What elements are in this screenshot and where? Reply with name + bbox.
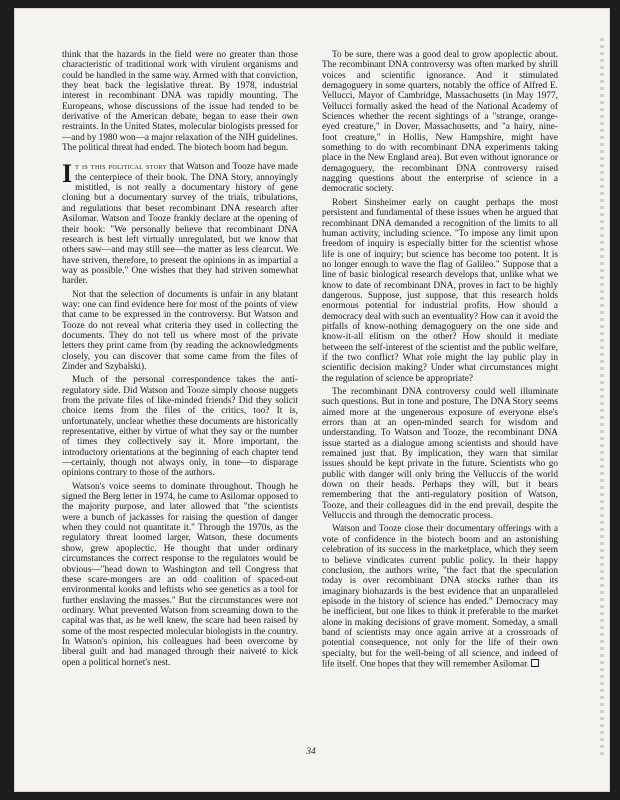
left-column [62,50,298,668]
closing-paragraph [322,524,558,669]
paragraph: Watson's voice seems to dominate throughout. Though he signed the Berg letter in 1974, he came to Asilomar opposed to the majority purpose, and later allowed that "the scientists were a bunch of jackasses for raising the question of danger when they could not quantitate it." Through the 1970s, as the regulatory threat loomed larger, Watson, these documents show, grew apoplectic. He thought that under ordinary circumstances the correct response to the regulators would be obvious—"head down to Washington and tell Congress that these scare-mongers are an odd coalition of spaced-out environmental kooks and leftists who see genetics as a tool for further enslaving the masses." But the circumstances were not ordinary. What prevented Watson from screaming down to the capital was that, as he well knew, the scare had been raised by some of the most respected molecular biologists in the country. In Watson's opinion, his colleagues had been overcome by liberal guilt and had managed through their naiveté to kick open a political hornet's nest. [62,481,298,668]
page-number: 34 [306,747,316,757]
paragraph: To be sure, there was a good deal to grow apoplectic about. The recombinant DNA controversy was often marked by shrill voices and scientific ignorance. And it stimulated demagoguery in some quarters, notably the office of Alfred E. Vellucci, Mayor of Cambridge, Massachusetts (in May 1977, Vellucci formally asked the head of the National Academy of Sciences whether the recent sightings of a "strange, orange-eyed creature," in Dover, Massachusetts, and "a hairy, nine-foot creature," in Hollis, New Hampshire, might have something to do with recombinant DNA experiments taking place in the New England area). But even without ignorance or demagoguery, the recombinant DNA controversy raised nagging questions about the enterprise of science in a democratic society. [322,50,558,195]
section-opening-paragraph [62,159,299,287]
paragraph: Not that the selection of documents is unfair in any blatant way: one can find evidence here for most of the points of view that came to be expressed in the controversy. But Watson and Tooze do not reveal what criteria they used in collecting the documents. They do not tell us where most of the private letters they print came from (by reading the acknowledgments closely, you can discover that some came from the files of Zinder and Szybalski). [62,289,298,372]
page-edge-decoration [600,38,604,758]
right-column [322,50,558,670]
paragraph: The recombinant DNA controversy could well illuminate such questions. But in tone and posture, The DNA Story seems aimed more at the ungenerous exposure of everyone else's errors than at an open-minded search for wisdom and understanding. To Watson and Tooze, the recombinant DNA issue started as a dialogue among scientists and should have remained just that. By implication, they warn that similar issues should be kept private in the future. Scientists who go public with danger will only bring the Velluccis of the world down on their heads. Perhaps they will, but it bears remembering that the anti-regulatory position of Watson, Tooze, and their colleagues did in the end prevail, despite the Velluccis and through the democratic process. [322,387,558,522]
lead-in-small-caps: t is this political story [75,162,168,172]
paragraph: Robert Sinsheimer early on caught perhaps the most persistent and fundamental of these issues when he argued that recombinant DNA demanded a recognition of the limits to all human activity, including science. "To impose any limit upon freedom of inquiry is especially bitter for the scientist whose life is one of inquiry; but science has become too potent. It is no longer enough to wave the flag of Galileo." Suppose that a line of basic biological research develops that, unlike what we know to date of recombinant DNA, proves in fact to be highly dangerous. Suppose, just suppose, that this research holds enormous potential for industrial profits. How should a democracy deal with such an eventuality? How can it avoid the pitfalls of know-nothing demagoguery on the one side and know-it-all elitism on the other? How should it mediate between the self-interest of the scientist and the public welfare, if the two conflict? What role might the lay public play in scientific decision making? Under what circumstances might the regulation of science be appropriate? [322,197,558,384]
magazine-page [14,8,610,792]
lead-in-rest: that Watson and Tooze [167,162,256,173]
end-mark-icon [531,659,539,667]
paragraph: think that the hazards in the field were no greater than those characteristic of traditional work with virulent organisms and could be handled in the same way. Armed with that conviction, they beat back the legislative threat. By 1978, industrial interest in recombinant DNA was rapidly mounting. The Europeans, whose discussions of the issue had tended to be derivative of the American debate, began to ease their own restraints. In the United States, molecular biologists pressed for—and by 1980 won—a major relaxation of the NIH guidelines. The political threat had ended. The biotech boom had begun. [62,50,298,154]
paragraph-text: have made the centerpiece of their book. The DNA Story, annoyingly mistitled, is not really a documentary history of gene cloning but a documentary survey of the trials, tribulations, and regulations that beset recombinant DNA research after Asilomar. Watson and Tooze frankly declare at the opening of their book: "We personally believe that recombinant DNA research is best left virtually unregulated, but we know that others saw—and may still see—the matter as less clearcut. We have striven, therefore, to present the opinions in as impartial a way as possible." One wishes that they had striven somewhat harder. [62,162,299,287]
paragraph: Much of the personal correspondence takes the anti-regulatory side. Did Watson and Tooze simply choose nuggets from the private files of like-minded friends? Did they solicit choice items from the files of the critics, too? It is, unfortunately, unclear whether these documents are historically representative, either by virtue of what they say or the number of times they collectively say it. More important, the introductory orientations at the beginning of each chapter tend—certainly, though not always only, in tone—to disparage opinions contrary to those of the authors. [62,375,298,479]
paragraph-text: Watson and Tooze close their documentary offerings with a vote of confidence in the biotech boom and an astonishing celebration of its success in the marketplace, which they seem to believe vindicates current public policy. In their happy conclusion, the authors write, "the fact that the speculation today is over recombinant DNA stocks rather than its imaginary biohazards is the best evidence that an unparalleled episode in the history of science has ended." Democracy may be inefficient, but one likes to think it preferable to the market alone in making decisions of grave moment. Someday, a small band of scientists may once again arrive at a crossroads of potential consequence, not only for the life of their own specialty, but for the well-being of all science, and indeed of life itself. One hopes that they will remember Asilomar. [322,524,558,670]
drop-cap: I [62,159,73,189]
